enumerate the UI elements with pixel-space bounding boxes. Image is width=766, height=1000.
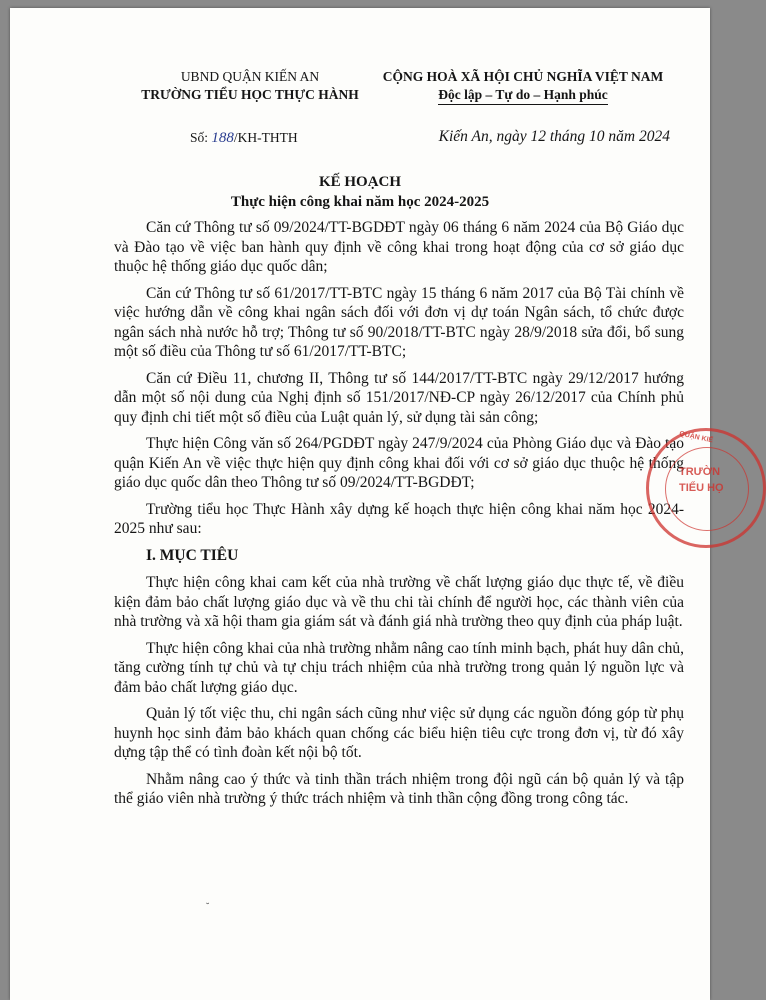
paragraph: Căn cứ Thông tư số 09/2024/TT-BGDĐT ngày 06 tháng 6 năm 2024 của Bộ Giáo dục và Đào tạo về việc ban hành quy định về công khai trong hoạt động của cơ sở giáo dục thuộc hệ thống giáo dục quốc dân; [114,219,684,275]
number-suffix: /KH-THTH [233,130,298,145]
paragraph: Thực hiện Công văn số 264/PGDĐT ngày 247/9/2024 của Phòng Giáo dục và Đào tạo quận Kiến An về việc thực hiện quy định công khai đối với cơ sở giáo dục thuộc hệ thống giáo dục quốc dân theo Thông tư số 09/2024/TT-BGDĐT; [114,435,684,491]
title-main: KẾ HOẠCH [318,174,402,190]
paragraph: Trường tiểu học Thực Hành xây dựng kế hoạch thực hiện công khai năm học 2024-2025 như sau: [114,500,684,537]
handwritten-number: 188 [211,130,234,146]
official-seal-stamp [646,428,766,548]
issuing-authority [110,68,390,104]
section-heading: I. MỤC TIÊU [146,546,239,564]
document-page [10,8,724,1000]
paragraph: Thực hiện công khai cam kết của nhà trường về chất lượng giáo dục thực tế, về điều kiện đảm bảo chất lượng giáo dục và về thu chi tài chính để người học, các thành viên của nhà trường và xã hội tham gia giám sát và đánh giá nhà trường theo quy định của pháp luật. [114,574,684,630]
title-sub: Thực hiện công khai năm học 2024-2025 [230,194,490,210]
document-title [10,172,710,212]
motto: Độc lập – Tự do – Hạnh phúc [438,86,608,105]
paragraph: Căn cứ Điều 11, chương II, Thông tư số 144/2017/TT-BTC ngày 29/12/2017 hướng dẫn một số nội dung của Nghị định số 151/2017/NĐ-CP ngày 26/12/2017 của Chính phủ quy định chi tiết một số điều của Luật quản lý, sử dụng tài sản công; [114,369,684,426]
country-name: CỘNG HOÀ XÃ HỘI CHỦ NGHĨA VIỆT NAM [382,69,664,84]
document-body [114,218,684,816]
seal-text-line: TRƯỜN [679,466,721,478]
seal-text-line: TIỂU HỌ [679,482,724,494]
national-motto [378,68,668,105]
school-name: TRƯỜNG TIỂU HỌC THỰC HÀNH [141,87,359,102]
district-name: UBND QUẬN KIẾN AN [180,69,320,84]
paragraph: Quản lý tốt việc thu, chi ngân sách cũng như việc sử dụng các nguồn đóng góp từ phụ huynh học sinh đảm bảo khách quan chống các biểu hiện tiêu cực trong đơn vị, từ đó xây dựng tập thể có tình đoàn kết nội bộ tốt. [114,705,684,761]
scan-speck: ˘ [206,902,210,913]
paragraph: Căn cứ Thông tư số 61/2017/TT-BTC ngày 15 tháng 6 năm 2017 của Bộ Tài chính về việc hướng dẫn về công khai ngân sách đối với đơn vị dự toán Ngân sách, tổ chức được ngân sách nhà nước hỗ trợ; Thông tư số 90/2018/TT-BTC ngày 28/9/2018 sửa đổi, bổ sung một số điều của Thông tư số 61/2017/TT-BTC; [114,284,684,360]
paragraph: Thực hiện công khai của nhà trường nhằm nâng cao tính minh bạch, phát huy dân chủ, tăng cường tính tự chủ và tự chịu trách nhiệm của nhà trường trong quản lý nguồn lực và đảm bảo chất lượng giáo dục. [114,639,684,696]
seal-arc-text: QUẬN KIẾ [678,430,714,445]
place-date: Kiến An, ngày 12 tháng 10 năm 2024 [438,128,670,145]
paragraph: Nhằm nâng cao ý thức và tinh thần trách nhiệm trong đội ngũ cán bộ quản lý và tập thể giáo viên nhà trường ý thức trách nhiệm và tinh thần cộng đồng trong công tác. [114,770,684,807]
document-number [190,130,298,147]
number-prefix: Số: [190,130,209,145]
